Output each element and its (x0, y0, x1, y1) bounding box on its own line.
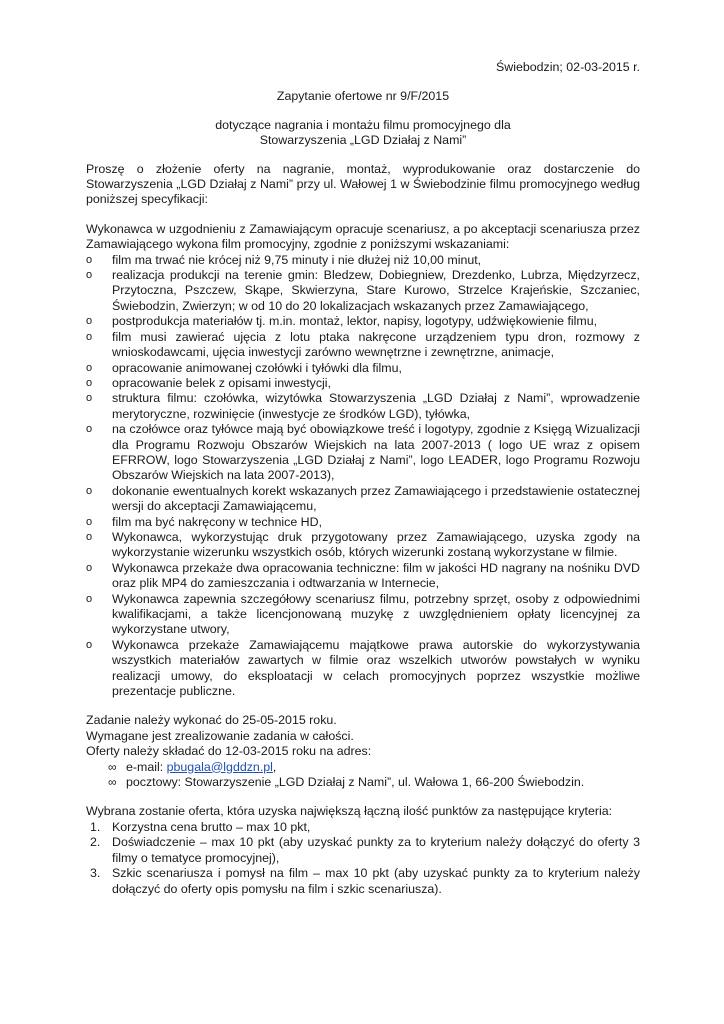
circle-bullet-icon: o (86, 315, 93, 328)
spec-item-text: postprodukcja materiałów tj. m.in. montaż, lektor, napisy, logotypy, udźwiękowienie filmu, (112, 314, 598, 329)
criteria-text: Doświadczenie – max 10 pkt (aby uzyskać punkty za to kryterium należy dołączyć do oferty 3 filmy o tematyce promocyjnej), (112, 835, 640, 865)
contact-postal-item (108, 775, 640, 790)
circle-bullet-icon: o (86, 638, 93, 651)
contact-email-item (108, 760, 640, 775)
criteria-number: 3. (90, 866, 101, 881)
circle-bullet-icon: o (86, 515, 93, 528)
email-suffix: , (272, 759, 277, 774)
deadline-block (86, 713, 640, 759)
spec-item-text: Wykonawca, wykorzystując druk przygotowany przez Zamawiającego, uzyska zgody na wykorzystanie wizerunku wszystkich osób, których wizerunki zostaną wykorzystane w filmie. (112, 529, 640, 560)
contact-list (86, 760, 640, 791)
spec-list (86, 253, 640, 700)
spec-lead-paragraph: Wykonawca w uzgodnieniu z Zamawiającym opracuje scenariusz, a po akceptacji scenariusza przez Zamawiającego wykona film promocyjny, zgodnie z poniższymi wskazaniami: (86, 221, 640, 252)
circle-bullet-icon: o (86, 592, 93, 605)
criteria-text: Szkic scenariusza i pomysł na film – max 10 pkt (aby uzyskać punkty za to kryterium należy dołączyć do oferty opis pomysłu na film i szkic scenariusza). (112, 866, 640, 896)
spec-item (86, 376, 640, 391)
spec-item (86, 391, 640, 422)
criteria-number: 1. (90, 819, 101, 834)
document-page (86, 60, 640, 897)
spec-item-text: na czołówce oraz tyłówce mają być obowiązkowe treść i logotypy, zgodnie z Księgą Wizualizacji dla Programu Rozwoju Obszarów Wiejskich na lata 2007-2013 ( logo UE wraz z opisem EFRROW, logo Stowarzyszenia „LGD Działaj z Nami”, logo LEADER, logo Programu Rozwoju Obszarów Wiejskich na lata 2007-2013), (112, 422, 640, 483)
circle-bullet-icon: o (86, 253, 93, 266)
spec-item (86, 314, 640, 329)
spec-item-text: realizacja produkcji na terenie gmin: Bledzew, Dobiegniew, Drezdenko, Lubrza, Międzyrzecz, Przytoczna, Pszczew, Skąpe, Skwierzyna, Stare Kurowo, Strzelce Krajeńskie, Szczaniec, Świebodzin, Zwierzyn; w od 10 do 20 lokalizacjach wskazanych przez Zamawiającego, (112, 268, 640, 313)
spec-item-text: Wykonawca przekaże dwa opracowania techniczne: film w jakości HD nagrany na nośniku DVD oraz plik MP4 do zamieszczania i odtwarzania w Internecie, (112, 560, 640, 591)
circle-bullet-icon: o (86, 392, 93, 405)
offers-line: Oferty należy składać do 12-03-2015 roku na adres: (86, 744, 372, 759)
email-label: e-mail: (126, 759, 167, 774)
document-title: Zapytanie ofertowe nr 9/F/2015 (276, 89, 450, 104)
subtitle-line-2: Stowarzyszenia „LGD Działaj z Nami” (259, 133, 467, 148)
circle-bullet-icon: o (86, 330, 93, 343)
criteria-lead: Wybrana zostanie oferta, która uzyska największą łączną ilość punktów za następujące kryteria: (86, 804, 613, 819)
criteria-list (86, 820, 640, 897)
infinity-bullet-icon: ∞ (108, 775, 117, 790)
spec-item-text: opracowanie animowanej czołówki i tyłówki dla filmu, (112, 360, 402, 375)
spec-item (86, 592, 640, 638)
criteria-item (86, 866, 640, 897)
circle-bullet-icon: o (86, 484, 93, 497)
spec-item (86, 422, 640, 484)
intro-paragraph: Proszę o złożenie oferty na nagranie, montaż, wyprodukowanie oraz dostarczenie do Stowarzyszenia „LGD Działaj z Nami” przy ul. Wałowej 1 w Świebodzinie filmu promocyjnego według poniższej specyfikacji: (86, 161, 640, 207)
spec-item (86, 561, 640, 592)
infinity-bullet-icon: ∞ (108, 759, 117, 774)
postal-address: pocztowy: Stowarzyszenie „LGD Działaj z Nami”, ul. Wałowa 1, 66-200 Świebodzin. (126, 775, 585, 790)
spec-item (86, 253, 640, 268)
circle-bullet-icon: o (86, 269, 93, 282)
spec-item (86, 638, 640, 700)
circle-bullet-icon: o (86, 561, 93, 574)
document-date: Świebodzin; 02-03-2015 r. (496, 60, 640, 74)
criteria-item (86, 820, 640, 835)
circle-bullet-icon: o (86, 530, 93, 543)
spec-item-text: film musi zawierać ujęcia z lotu ptaka nakręcone urządzeniem typu dron, rozmowy z wnioskodawcami, ujęcia inwestycji zarówno wewnętrzne i zewnętrzne, animacje, (112, 329, 640, 360)
email-link[interactable]: pbugala@lgddzn.pl (166, 759, 273, 774)
circle-bullet-icon: o (86, 423, 93, 436)
spec-item-text: struktura filmu: czołówka, wizytówka Stowarzyszenia „LGD Działaj z Nami”, wprowadzenie merytoryczne, rozwinięcie (inwestycje ze środków LGD), tyłówka, (112, 391, 640, 421)
spec-item-text: film ma być nakręcony w technice HD, (112, 514, 323, 529)
completeness-line: Wymagane jest zrealizowanie zadania w całości. (86, 728, 354, 743)
criteria-item (86, 835, 640, 866)
spec-item-text: opracowanie belek z opisami inwestycji, (112, 375, 332, 390)
criteria-text: Korzystna cena brutto – max 10 pkt, (112, 819, 311, 834)
circle-bullet-icon: o (86, 361, 93, 374)
spec-item (86, 515, 640, 530)
document-subtitle (86, 118, 640, 149)
spec-item (86, 484, 640, 515)
spec-item-text: dokonanie ewentualnych korekt wskazanych przez Zamawiającego i przedstawienie ostatecznej wersji do akceptacji Zamawiającemu, (112, 483, 640, 514)
spec-item-text: film ma trwać nie krócej niż 9,75 minuty i nie dłużej niż 10,00 minut, (112, 252, 482, 267)
criteria-number: 2. (90, 835, 101, 850)
spec-item (86, 330, 640, 361)
circle-bullet-icon: o (86, 376, 93, 389)
spec-item (86, 530, 640, 561)
subtitle-line-1: dotyczące nagrania i montażu filmu promocyjnego dla (215, 117, 511, 132)
deadline-line: Zadanie należy wykonać do 25-05-2015 roku. (86, 713, 337, 728)
spec-item (86, 361, 640, 376)
spec-item-text: Wykonawca zapewnia szczegółowy scenariusz filmu, potrzebny sprzęt, osoby z odpowiednimi kwalifikacjami, a także licencjonowaną muzykę z uwzględnieniem opłaty licencyjnej za wykorzystane utwory, (112, 591, 640, 637)
spec-item (86, 268, 640, 314)
spec-item-text: Wykonawca przekaże Zamawiającemu majątkowe prawa autorskie do wykorzystywania wszystkich materiałów zawartych w filmie oraz wszelkich utworów powstałych w wyniku realizacji umowy, do eksploatacji w celach promocyjnych poprzez wszystkie możliwe prezentacje publiczne. (112, 637, 640, 699)
